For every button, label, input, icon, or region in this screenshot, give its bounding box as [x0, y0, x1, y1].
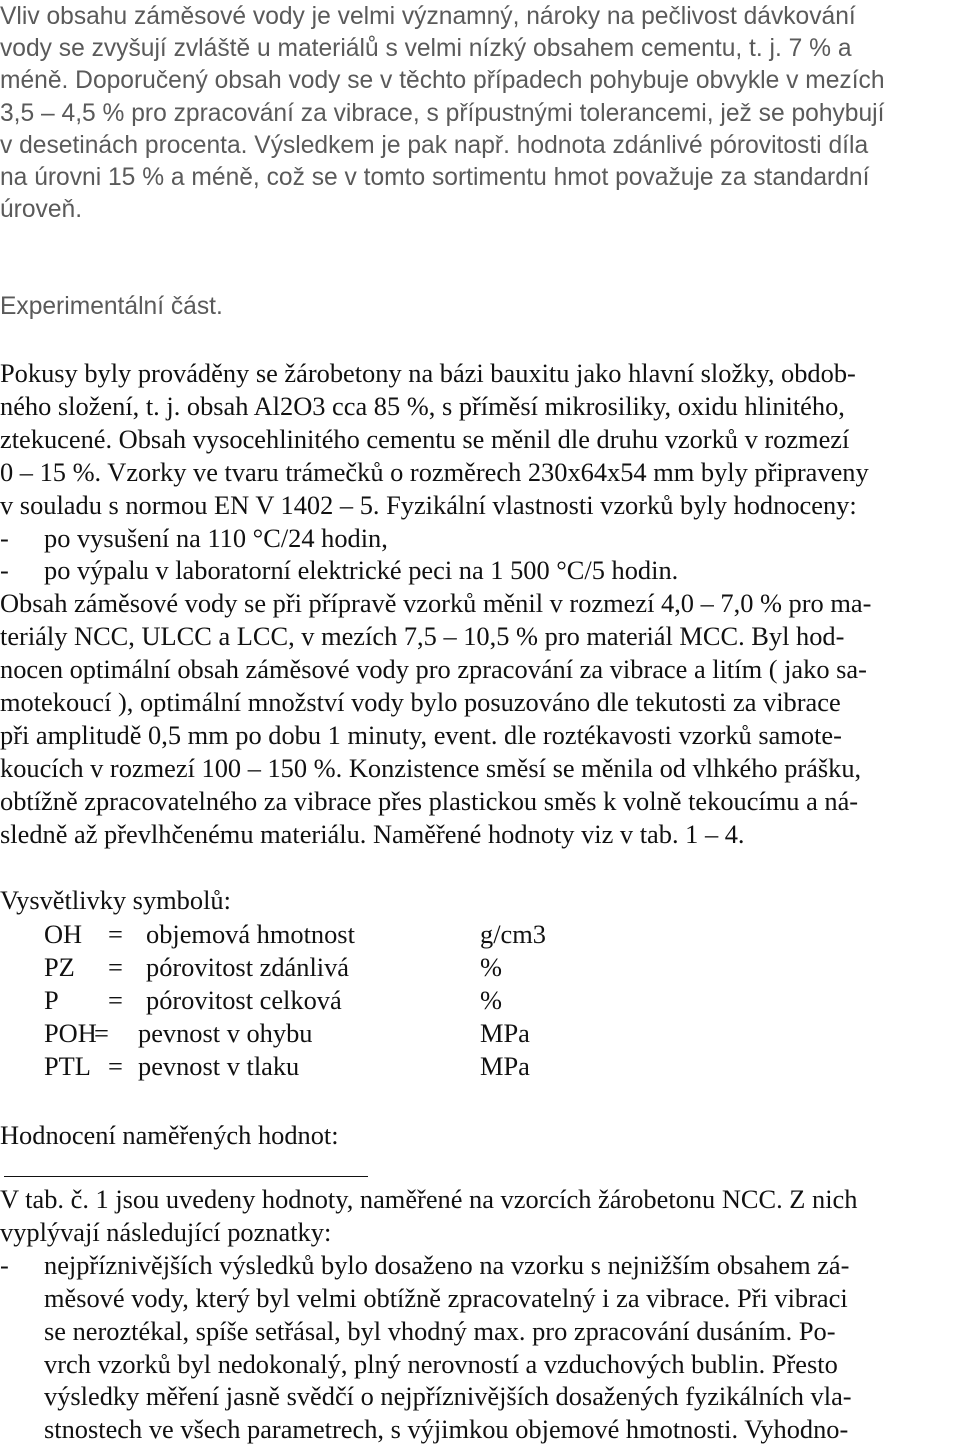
legend-row — [0, 1017, 960, 1050]
legend-row — [0, 951, 960, 984]
section-heading: Hodnocení naměřených hodnot: — [0, 1120, 339, 1150]
legend-symbol: OH — [44, 919, 83, 949]
legend-symbol: PZ — [44, 952, 75, 982]
text-line: měsové vody, který byl velmi obtížně zpracovatelný i za vibrace. Při vibraci — [44, 1282, 848, 1313]
legend-symbol: POH — [44, 1018, 97, 1048]
evaluation-heading — [0, 1119, 960, 1152]
text-line: méně. Doporučený obsah vody se v těchto případech pohybuje obvykle v mezích — [0, 67, 885, 95]
experimental-heading — [0, 291, 960, 323]
list-item-text: po výpalu v laboratorní elektrické peci na 1 500 °C/5 hodin. — [44, 555, 679, 586]
list-item-text: po vysušení na 110 °C/24 hodin, — [44, 522, 388, 553]
legend-equals: = — [108, 919, 123, 949]
list-item — [0, 522, 960, 555]
legend-description: pevnost v ohybu — [138, 1018, 313, 1048]
bullet-dash: - — [0, 522, 9, 553]
text-line: stnostech ve všech parametrech, s výjimkou objemové hmotnosti. Vyhodno- — [44, 1414, 849, 1445]
legend-description: pórovitost celková — [146, 985, 342, 1015]
text-line: Vliv obsahu záměsové vody je velmi významný, nároky na pečlivost dávkování — [0, 3, 856, 30]
legend-unit: MPa — [480, 1051, 530, 1081]
legend-symbol: PTL — [44, 1051, 91, 1081]
intro-paragraph — [0, 1, 960, 226]
legend-unit: % — [480, 952, 502, 982]
text-line: při amplitudě 0,5 mm po dobu 1 minuty, event. dle roztékavosti vzorků samote- — [0, 719, 842, 750]
list-item — [0, 1249, 960, 1282]
legend-equals: = — [108, 1051, 123, 1081]
legend-row — [0, 1050, 960, 1083]
legend-description: pevnost v tlaku — [138, 1051, 300, 1081]
text-line: motekoucí ), optimální množství vody bylo posuzováno dle tekutosti za vibrace — [0, 687, 841, 718]
legend-equals: = — [108, 952, 123, 982]
text-line: ztekucené. Obsah vysocehlinitého cementu se měnil dle druhu vzorků v rozmezí — [0, 423, 850, 454]
text-line: se neroztékal, spíše setřásal, byl vhodný max. pro zpracování dusáním. Po- — [44, 1315, 836, 1346]
legend-row — [0, 918, 960, 951]
text-line: teriály NCC, ULCC a LCC, v mezích 7,5 – 10,5 % pro materiál MCC. Byl hod- — [0, 621, 845, 652]
evaluation-paragraph — [0, 1183, 960, 1446]
legend-row — [0, 984, 960, 1017]
text-line: sledně až převlhčenému materiálu. Naměřené hodnoty viz v tab. 1 – 4. — [0, 818, 745, 849]
legend-unit: g/cm3 — [480, 919, 546, 949]
text-line: v desetinách procenta. Výsledkem je pak např. hodnota zdánlivé pórovitosti díla — [0, 131, 869, 159]
text-line: Obsah záměsové vody se při přípravě vzorků měnil v rozmezí 4,0 – 7,0 % pro ma- — [0, 588, 872, 619]
legend-description: pórovitost zdánlivá — [146, 952, 350, 982]
text-line: ného složení, t. j. obsah Al2O3 cca 85 %, s příměsí mikrosiliky, oxidu hlinitého, — [0, 390, 845, 421]
experimental-paragraph — [0, 357, 960, 851]
list-item-text: nejpříznivějších výsledků bylo dosaženo na vzorku s nejnižším obsahem zá- — [44, 1249, 850, 1280]
text-line: V tab. č. 1 jsou uvedeny hodnoty, naměřené na vzorcích žárobetonu NCC. Z nich — [0, 1184, 858, 1214]
text-line: vody se zvyšují zvláště u materiálů s velmi nízký obsahem cementu, t. j. 7 % a — [0, 35, 852, 63]
legend-unit: % — [480, 985, 502, 1015]
legend-equals: = — [108, 985, 123, 1015]
text-line: v souladu s normou EN V 1402 – 5. Fyzikální vlastnosti vzorků byly hodnoceny: — [0, 489, 857, 520]
text-line: 3,5 – 4,5 % pro zpracování za vibrace, s přípustnými tolerancemi, jež se pohybují — [0, 99, 885, 127]
text-line: nocen optimální obsah záměsové vody pro zpracování za vibrace a litím ( jako sa- — [0, 654, 867, 685]
text-line: vyplývají následující poznatky: — [0, 1216, 332, 1247]
text-line: 0 – 15 %. Vzorky ve tvaru trámečků o rozměrech 230x64x54 mm byly připraveny — [0, 456, 869, 487]
text-line: na úrovni 15 % a méně, což se v tomto sortimentu hmot považuje za standardní — [0, 164, 870, 192]
legend-description: objemová hmotnost — [146, 919, 355, 949]
bullet-dash: - — [0, 555, 9, 586]
section-heading: Experimentální část. — [0, 293, 223, 320]
separator-rule — [4, 1176, 368, 1177]
text-line: vrch vzorků byl nedokonalý, plný nerovností a vzduchových bublin. Přesto — [44, 1348, 838, 1379]
legend-symbol: P — [44, 985, 59, 1015]
text-line: obtížně zpracovatelného za vibrace přes plastickou směs k volně tekoucímu a ná- — [0, 785, 859, 816]
text-line: výsledky měření jasně svědčí o nejpříznivějších dosažených fyzikálních vla- — [44, 1381, 852, 1412]
legend-equals: = — [94, 1018, 109, 1048]
text-line: koucích v rozmezí 100 – 150 %. Konzistence směsí se měnila od vlhkého prášku, — [0, 752, 862, 783]
list-item — [0, 554, 960, 587]
legend-unit: MPa — [480, 1018, 530, 1048]
text-line: Pokusy byly prováděny se žárobetony na bázi bauxitu jako hlavní složky, obdob- — [0, 358, 856, 388]
bullet-dash: - — [0, 1249, 9, 1280]
legend-table — [0, 918, 960, 1083]
legend-title — [0, 884, 960, 917]
text-line: úroveň. — [0, 196, 83, 224]
section-heading: Vysvětlivky symbolů: — [0, 885, 231, 915]
